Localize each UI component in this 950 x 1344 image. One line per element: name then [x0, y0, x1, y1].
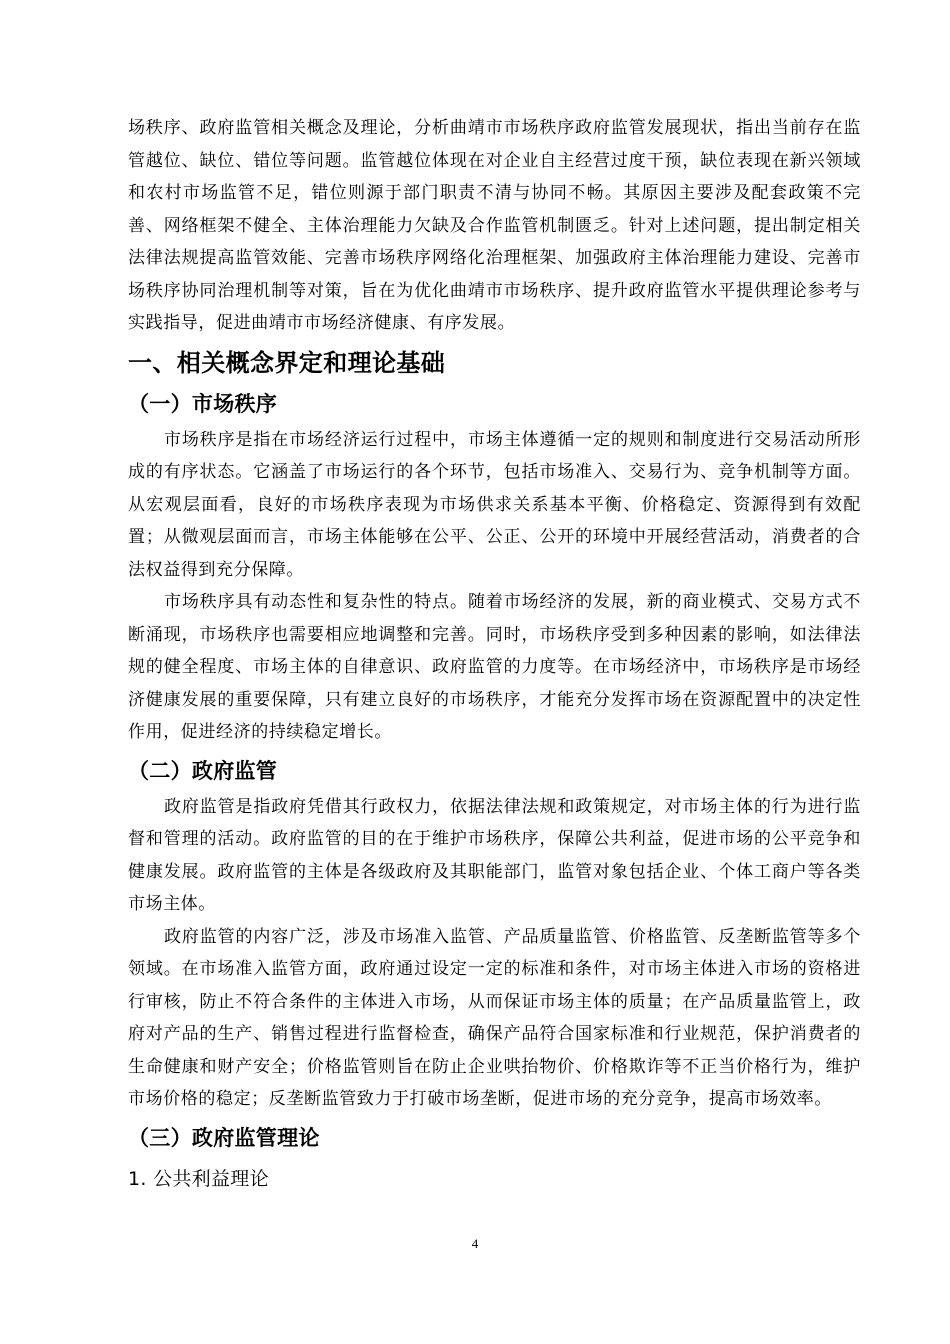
intro-paragraph: 场秩序、政府监管相关概念及理论，分析曲靖市市场秩序政府监管发展现状，指出当前存在监管越位、缺位、错位等问题。监管越位体现在对企业自主经营过度干预，缺位表现在新兴领域和农村市场监管不足，错位则源于部门职责不清与协同不畅。其原因主要涉及配套政策不完善、网络框架不健全、主体治理能力欠缺及合作监管机制匮乏。针对上述问题，提出制定相关法律法规提高监管效能、完善市场秩序网络化治理框架、加强政府主体治理能力建设、完善市场秩序协同治理机制等对策，旨在为优化曲靖市市场秩序、提升政府监管水平提供理论参考与实践指导，促进曲靖市市场经济健康、有序发展。: [128, 118, 861, 333]
section-heading: 一、相关概念界定和理论基础: [128, 348, 446, 377]
subsection-heading-market-order: （一）市场秩序: [128, 391, 278, 416]
item-heading-public-interest-theory: 1. 公共利益理论: [128, 1167, 269, 1190]
body-paragraph: 政府监管的内容广泛，涉及市场准入监管、产品质量监管、价格监管、反垄断监管等多个领域。在市场准入监管方面，政府通过设定一定的标准和条件，对市场主体进入市场的资格进行审核，防止不符合条件的主体进入市场，从而保证市场主体的质量；在产品质量监管上，政府对产品的生产、销售过程进行监督检查，确保产品符合国家标准和行业规范，保护消费者的生命健康和财产安全；价格监管则旨在防止企业哄抬物价、价格欺诈等不正当价格行为，维护市场价格的稳定；反垄断监管致力于打破市场垄断，促进市场的充分竞争，提高市场效率。: [128, 926, 861, 1109]
subsection-heading-regulation-theory: （三）政府监管理论: [128, 1125, 320, 1150]
subsection-heading-government-regulation: （二）政府监管: [128, 758, 278, 783]
body-paragraph: 市场秩序具有动态性和复杂性的特点。随着市场经济的发展，新的商业模式、交易方式不断涌现，市场秩序也需要相应地调整和完善。同时，市场秩序受到多种因素的影响，如法律法规的健全程度、市场主体的自律意识、政府监管的力度等。在市场经济中，市场秩序是市场经济健康发展的重要保障，只有建立良好的市场秩序，才能充分发挥市场在资源配置中的决定性作用，促进经济的持续稳定增长。: [128, 592, 861, 742]
body-paragraph: 市场秩序是指在市场经济运行过程中，市场主体遵循一定的规则和制度进行交易活动所形成的有序状态。它涵盖了市场运行的各个环节，包括市场准入、交易行为、竞争机制等方面。从宏观层面看，良好的市场秩序表现为市场供求关系基本平衡、价格稳定、资源得到有效配置；从微观层面而言，市场主体能够在公平、公正、公开的环境中开展经营活动，消费者的合法权益得到充分保障。: [128, 429, 861, 580]
page-number: 4: [471, 1236, 479, 1251]
body-paragraph: 政府监管是指政府凭借其行政权力，依据法律法规和政策规定，对市场主体的行为进行监督和管理的活动。政府监管的目的在于维护市场秩序，保障公共利益，促进市场的公平竞争和健康发展。政府监管的主体是各级政府及其职能部门，监管对象包括企业、个体工商户等各类市场主体。: [128, 796, 861, 914]
page-content: [128, 112, 861, 1198]
